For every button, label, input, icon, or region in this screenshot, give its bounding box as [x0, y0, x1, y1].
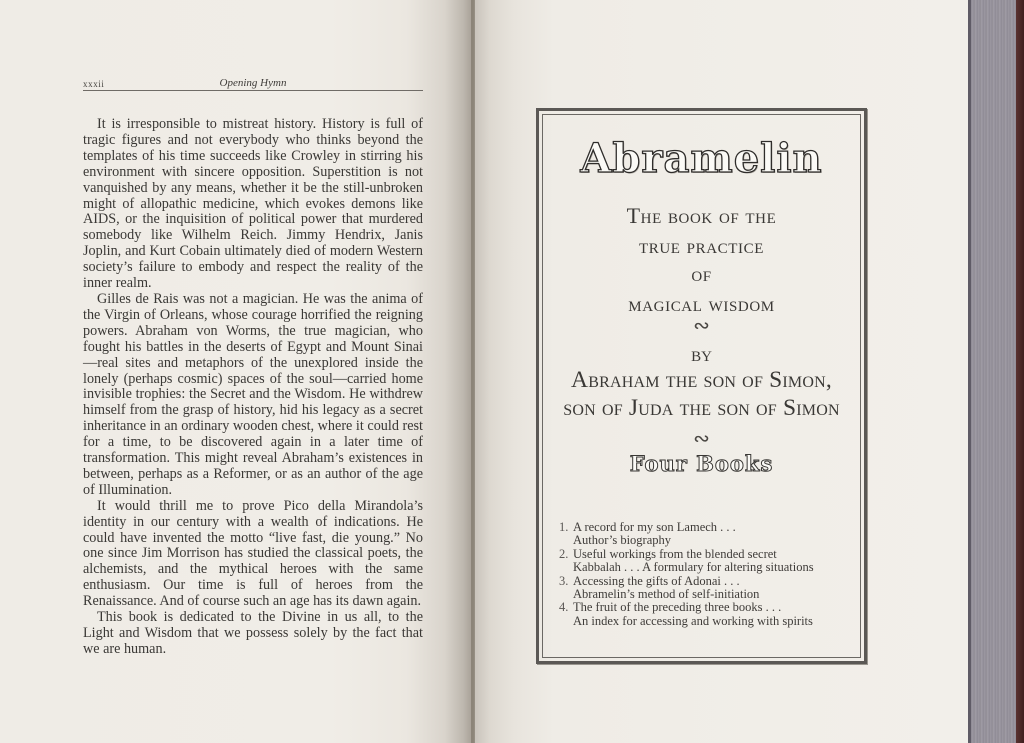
book-part-title: A record for my son Lamech . . . — [573, 520, 736, 534]
ornament-swash-icon: ∾ — [693, 315, 710, 337]
list-item — [559, 548, 849, 575]
book-cover-edge — [1016, 0, 1024, 743]
book-part-description: An index for accessing and working with spirits — [573, 613, 813, 628]
book-part-description: Abramelin’s method of self-initiation — [573, 587, 760, 602]
list-number: 2. — [559, 546, 569, 561]
byline-label: by — [691, 341, 712, 366]
section-heading: Four Books — [629, 451, 774, 476]
title-frame — [536, 108, 867, 664]
subtitle-line: true practice — [639, 233, 764, 258]
paragraph: This book is dedicated to the Divine in us all, to the Light and Wisdom that we possess solely by the fact that we are human. — [83, 609, 423, 657]
running-head — [83, 79, 423, 91]
list-item — [559, 575, 849, 602]
book-part-description: Author’s biography — [573, 533, 672, 548]
author-line: son of Juda the son of Simon — [563, 395, 840, 421]
paragraph: Gilles de Rais was not a magician. He was the anima of the Virgin of Orleans, whose courage horrified the reigning powers. Abraham von Worms, the true magician, who fought his battles in the deserts of Egypt and Mount Sinai—real sites and metaphors of the unexplored inside the lonely (perhaps cosmic) spaces of the soul—carried home invisible trophies: the Secret and the Wisdom. He withdrew himself from the grasp of history, hid his legacy as a secret inheritance in an ordinary wooden chest, where it could rest for a time, to be discovered again in a later time of transformation. This might reveal Abraham’s existences in between, perhaps as a Reformer, or as an author of the age of Illumination. — [83, 290, 423, 498]
chapter-title: Opening Hymn — [219, 77, 287, 89]
left-page — [0, 0, 473, 743]
paragraph: It is irresponsible to mistreat history. History is full of tragic figures and not everybody who thinks beyond the templates of his time succeeds like Crowley in stirring his environment with sincere opposition. Superstition is not vanquished by any means, whether it be the still-unbroken might of allopathic medicine, which evokes demons like AIDS, or the inquisition of political power that murdered somebody like Wilhelm Reich. Jimmy Hendrix, Janis Joplin, and Kurt Cobain ultimately died of modern Western society’s failure to embody and respect the reality of the inner realm. — [83, 116, 423, 292]
ornament-swash-icon: ∾ — [693, 428, 710, 450]
book-part-description: Kabbalah . . . A formulary for altering situations — [573, 560, 814, 575]
page-number: xxxii — [83, 79, 105, 89]
list-number: 4. — [559, 600, 569, 615]
subtitle-line: of — [691, 261, 712, 286]
list-item — [559, 601, 849, 628]
subtitle-line: magical wisdom — [628, 291, 775, 316]
book-part-title: Accessing the gifts of Adonai . . . — [573, 573, 740, 588]
book-part-title: Useful workings from the blended secret — [573, 546, 777, 561]
author-line: Abraham the son of Simon, — [571, 367, 832, 393]
paragraph: It would thrill me to prove Pico della Mirandola’s identity in our century with a wealth of indications. He could have invented the motto “live fast, die young.” No one since Jim Morrison has studied the classical poets, the alchemists, and the mythical heroes with the same enthusiasm. Our time is full of heroes from the Renaissance. And of course such an age has its dawn again. — [83, 497, 423, 610]
list-number: 3. — [559, 573, 569, 588]
book-part-title: The fruit of the preceding three books . . . — [573, 600, 782, 615]
list-number: 1. — [559, 520, 569, 534]
title-block — [539, 111, 864, 661]
book-title: Abramelin — [580, 135, 823, 182]
subtitle-line: The book of the — [626, 203, 777, 228]
books-list — [559, 521, 849, 628]
list-item — [559, 521, 849, 548]
body-text — [83, 117, 423, 658]
